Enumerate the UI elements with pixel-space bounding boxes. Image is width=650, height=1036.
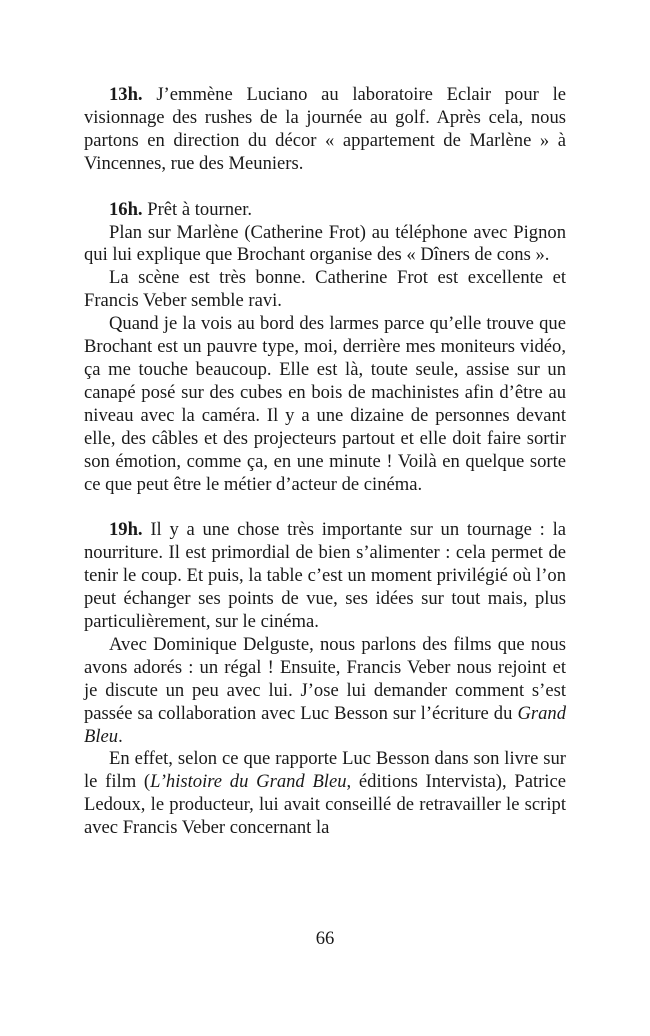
paragraph-larmes xyxy=(84,313,566,496)
paragraph-delguste xyxy=(84,634,566,749)
text-16h: Prêt à tourner. xyxy=(142,198,253,220)
text-delguste: Avec Dominique Delguste, nous parlons des films que nous avons adorés : un régal ! Ensuite, Francis Veber nous rejoint et je discute un peu avec lui. J’ose lui demander comment s’est passée sa collaboration avec Luc Besson sur l’écriture du xyxy=(84,633,566,724)
text-delguste-end: . xyxy=(118,725,123,747)
text-besson-livre: En effet, selon ce que rapporte Luc Besson dans son livre sur le film ( xyxy=(84,748,566,793)
paragraph-16h xyxy=(84,199,566,222)
text-13h: J’emmène Luciano au laboratoire Eclair pour le visionnage des rushes de la journée au golf. Après cela, nous partons en direction du décor « appartement de Marlène » à Vincennes, rue des Meuniers. xyxy=(84,84,566,174)
text-larmes: Quand je la vois au bord des larmes parce qu’elle trouve que Brochant est un pauvre type, moi, derrière mes moniteurs vidéo, ça me touche beaucoup. Elle est là, toute seule, assise sur un canapé posé sur des cubes en bois de machinistes afin d’être au niveau avec la caméra. Il y a une dizaine de personnes devant elle, des câbles et des projecteurs partout et elle doit faire sortir son émotion, comme ça, en une minute ! Voilà en quelque sorte ce que peut être le métier d’acteur de cinéma. xyxy=(84,313,566,495)
page-number: 66 xyxy=(315,928,335,949)
paragraph-scene-bonne xyxy=(84,267,566,313)
time-stamp-13h: 13h. xyxy=(109,84,143,105)
text-marlene-plan: Plan sur Marlène (Catherine Frot) au téléphone avec Pignon qui lui explique que Brochant organise des « Dîners de cons ». xyxy=(84,221,566,266)
entry-gap xyxy=(84,176,566,199)
italic-histoire-grand-bleu: L’histoire du Grand Bleu xyxy=(150,771,347,793)
time-stamp-19h: 19h. xyxy=(109,519,143,541)
page-body xyxy=(84,84,566,840)
time-stamp-16h: 16h. xyxy=(109,198,143,220)
paragraph-13h xyxy=(84,84,566,176)
text-19h: Il y a une chose très importante sur un tournage : la nourriture. Il est primordial de bien s’alimenter : cela permet de tenir le coup. Et puis, la table c’est un moment privilégié où l’on peut échanger ses points de vue, ses idées sur tout mais, plus particulièrement, sur le cinéma. xyxy=(84,519,566,633)
text-besson-livre-end: , éditions Intervista), Patrice Ledoux, le producteur, lui avait conseillé de retravailler le script avec Francis Veber concernant la xyxy=(84,771,566,839)
paragraph-19h xyxy=(84,519,566,634)
paragraph-besson-livre xyxy=(84,748,566,840)
paragraph-marlene-plan xyxy=(84,222,566,268)
text-scene-bonne: La scène est très bonne. Catherine Frot est excellente et Francis Veber semble ravi. xyxy=(84,267,566,312)
entry-gap xyxy=(84,496,566,519)
italic-grand-bleu: Grand Bleu xyxy=(84,702,566,747)
